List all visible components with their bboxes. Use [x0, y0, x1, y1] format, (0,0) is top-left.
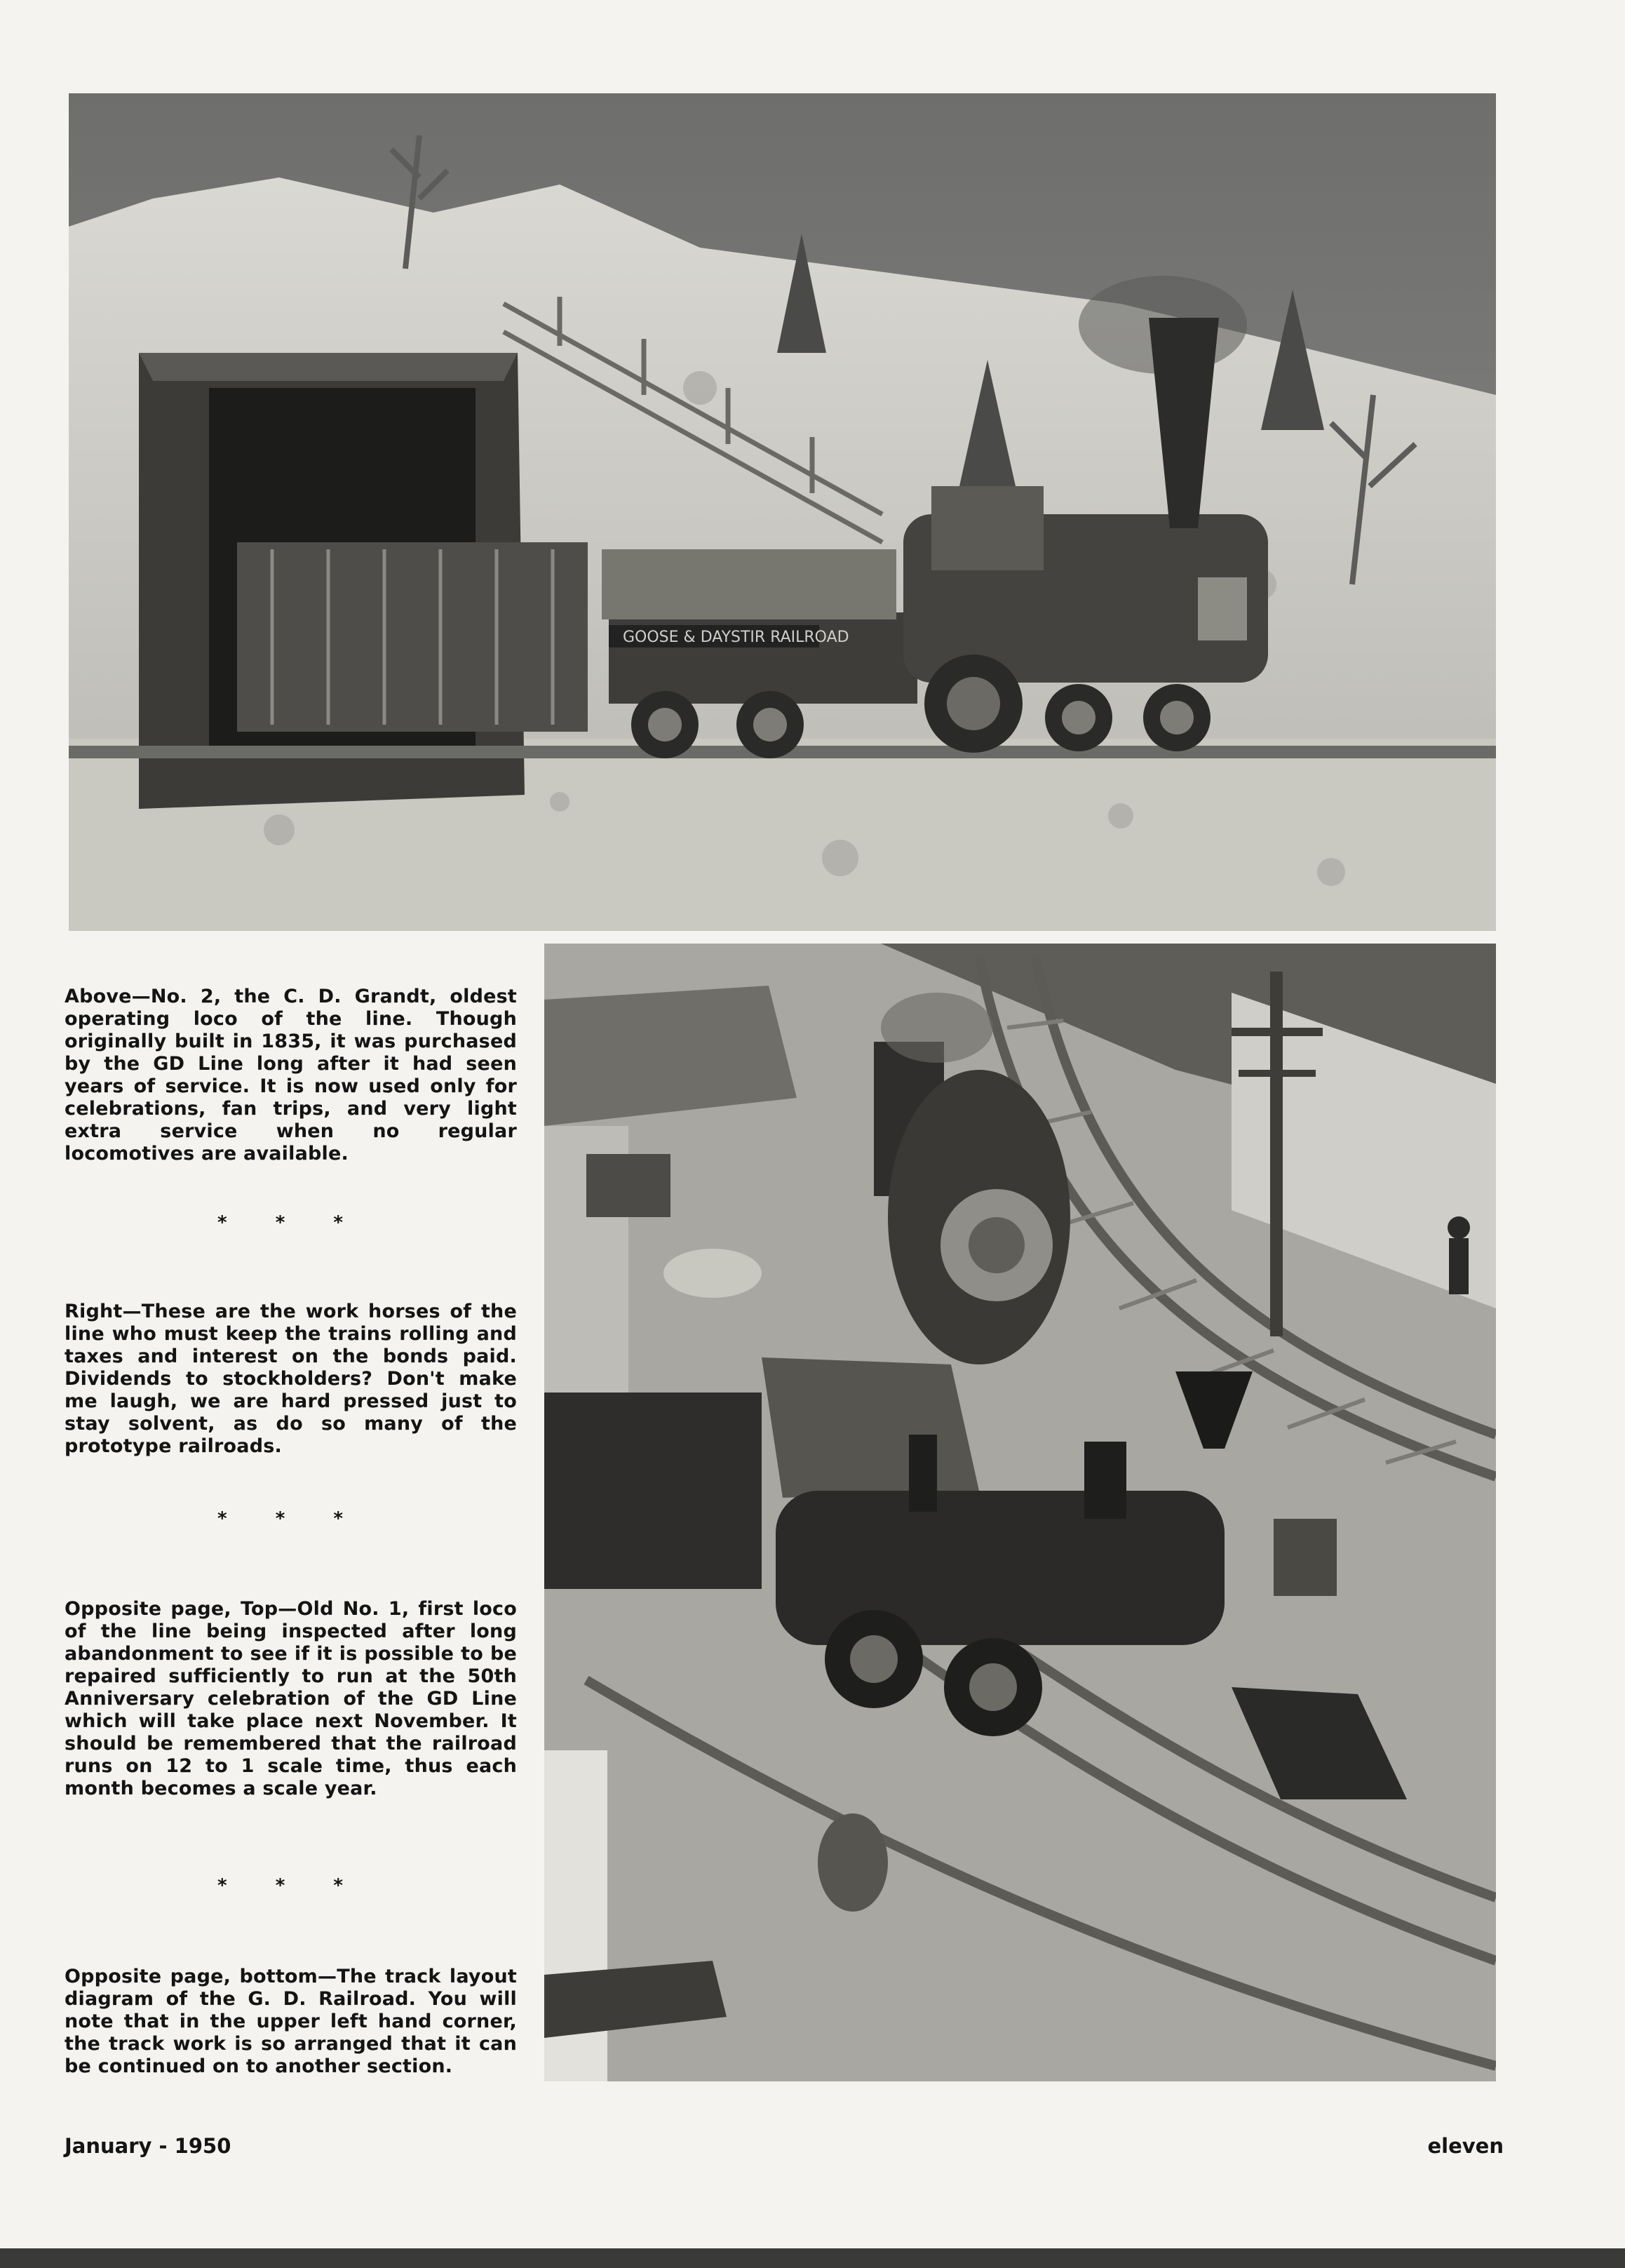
photo-top-drawing	[69, 93, 1496, 931]
car-lettering: GOOSE & DAYSTIR RAILROAD	[623, 629, 849, 646]
page-bottom-edge	[0, 2248, 1625, 2268]
issue-date: January - 1950	[65, 2134, 231, 2158]
page-number: eleven	[1427, 2134, 1504, 2158]
caption-right: Right—These are the work horses of the line who must keep the trains rolling and taxes and interest on the bonds paid. Dividends to stockholders? Don't make me laugh, we are hard pressed just to stay solvent, as do so many of the prototype railroads.	[65, 1301, 517, 1457]
caption-opposite-bottom: Opposite page, bottom—The track layout diagram of the G. D. Railroad. You will note that in the upper left hand corner, the track work is so arranged that it can be continued on to another section.	[65, 1966, 517, 2077]
locomotive-tunnel-photo	[69, 93, 1496, 931]
caption-opposite-top: Opposite page, Top—Old No. 1, first loco of the line being inspected after long abandonment to see if it is possible to be repaired sufficiently to run at the 50th Anniversary celebration of the GD Line which will take place next November. It should be remembered that the railroad runs on 12 to 1 scale time, thus each month becomes a scale year.	[65, 1598, 517, 1799]
locomotives-yard-photo	[544, 944, 1496, 2081]
separator-asterisks: * * *	[217, 1875, 364, 1896]
separator-asterisks: * * *	[217, 1212, 364, 1233]
separator-asterisks: * * *	[217, 1508, 364, 1529]
caption-above: Above—No. 2, the C. D. Grandt, oldest operating loco of the line. Though originally built in 1835, it was purchased by the GD Line long after it had seen years of service. It is now used only for celebrations, fan trips, and very light extra service when no regular locomotives are available.	[65, 986, 517, 1165]
photo-right-drawing	[544, 944, 1496, 2081]
